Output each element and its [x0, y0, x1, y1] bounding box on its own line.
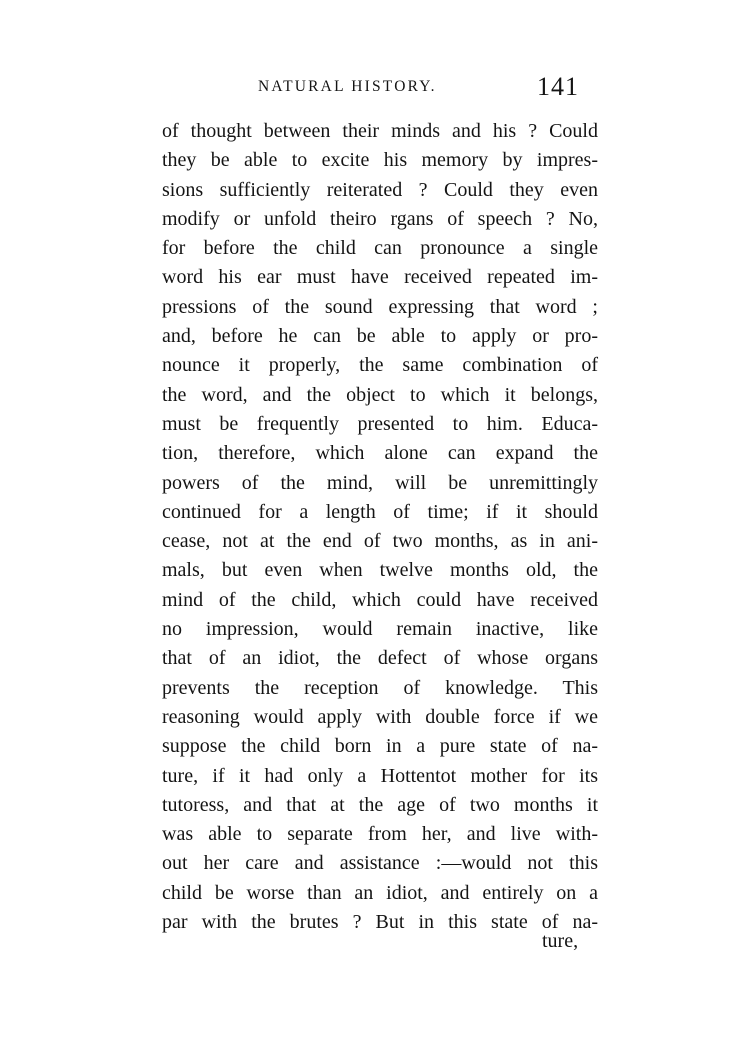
text-line: and, before he can be able to apply or pro-	[162, 325, 598, 348]
text-line: modify or unfold theiro rgans of speech ? No,	[162, 207, 598, 230]
running-title: NATURAL HISTORY.	[258, 78, 437, 95]
text-line: they be able to excite his memory by impres-	[162, 149, 598, 172]
text-line: out her care and assistance :—would not this	[162, 852, 598, 875]
catchword: ture,	[542, 930, 579, 952]
body-text	[162, 117, 598, 937]
text-line: suppose the child born in a pure state of na-	[162, 735, 598, 758]
text-line: was able to separate from her, and live with-	[162, 823, 598, 846]
text-line: cease, not at the end of two months, as in ani-	[162, 530, 598, 553]
text-line: tutoress, and that at the age of two months it	[162, 793, 598, 816]
text-line: must be frequently presented to him. Educa-	[162, 412, 598, 435]
text-line: no impression, would remain inactive, like	[162, 618, 598, 641]
text-line: child be worse than an idiot, and entirely on a	[162, 881, 598, 904]
text-line: mals, but even when twelve months old, the	[162, 559, 598, 582]
page-number: 141	[537, 72, 579, 101]
text-line: reasoning would apply with double force if we	[162, 705, 598, 728]
text-line: ture, if it had only a Hottentot mother for its	[162, 764, 598, 787]
running-head	[250, 74, 650, 104]
text-line: nounce it properly, the same combination of	[162, 354, 598, 377]
text-line: powers of the mind, will be unremittingly	[162, 471, 598, 494]
text-line: sions sufficiently reiterated ? Could they even	[162, 178, 598, 201]
text-line: word his ear must have received repeated im-	[162, 266, 598, 289]
text-line: continued for a length of time; if it should	[162, 500, 598, 523]
text-line: par with the brutes ? But in this state of na-	[162, 911, 598, 934]
text-line: tion, therefore, which alone can expand the	[162, 442, 598, 465]
text-line: for before the child can pronounce a single	[162, 237, 598, 260]
text-line: of thought between their minds and his ? Could	[162, 120, 598, 142]
text-line: mind of the child, which could have received	[162, 588, 598, 611]
text-line: that of an idiot, the defect of whose organs	[162, 647, 598, 670]
text-line: prevents the reception of knowledge. This	[162, 676, 598, 699]
text-line: pressions of the sound expressing that word ;	[162, 295, 598, 318]
text-line: the word, and the object to which it belongs,	[162, 383, 598, 406]
